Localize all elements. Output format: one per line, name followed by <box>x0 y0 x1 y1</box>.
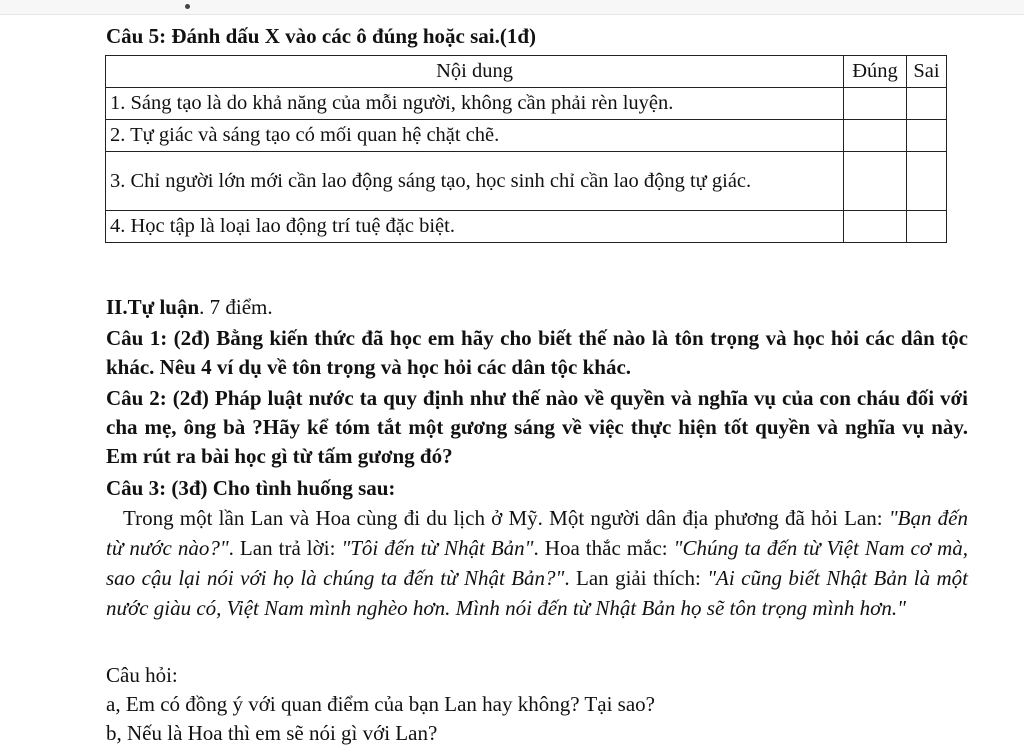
false-checkbox-cell[interactable] <box>907 152 947 211</box>
statement-cell: 4. Học tập là loại lao động trí tuệ đặc biệt. <box>106 211 844 243</box>
essay-question-3: Câu 3: (3đ) Cho tình huống sau: <box>106 476 396 500</box>
question-5-title: Câu 5: Đánh dấu X vào các ô đúng hoặc sai.(1đ) <box>106 24 536 48</box>
questions-label: Câu hỏi: <box>106 663 178 687</box>
essay-heading-rest: . 7 điểm. <box>199 295 273 319</box>
table-row <box>106 211 947 243</box>
statement-cell: 3. Chỉ người lớn mới cần lao động sáng tạo, học sinh chỉ cần lao động tự giác. <box>106 152 844 211</box>
story-text: . Lan trả lời: <box>228 536 342 560</box>
false-checkbox-cell[interactable] <box>907 120 947 152</box>
situation-story <box>106 503 968 623</box>
header-true: Đúng <box>844 56 907 88</box>
header-false: Sai <box>907 56 947 88</box>
true-checkbox-cell[interactable] <box>844 120 907 152</box>
story-text: Trong một lần Lan và Hoa cùng đi du lịch ở Mỹ. Một người dân địa phương đã hỏi Lan: <box>123 506 889 530</box>
table-row <box>106 152 947 211</box>
sub-question-b: b, Nếu là Hoa thì em sẽ nói gì với Lan? <box>106 721 438 745</box>
story-quote: "Tôi đến từ Nhật Bản" <box>341 536 534 560</box>
story-quote: "Ai cũng biết Nhật Bản là một nước giàu có, Việt Nam mình nghèo hơn. Mình nói đến từ Nhật Bản họ sẽ tôn trọng mình hơn." <box>106 566 968 620</box>
essay-heading-bold: II.Tự luận <box>106 295 200 319</box>
sub-question-a: a, Em có đồng ý với quan điểm của bạn Lan hay không? Tại sao? <box>106 692 655 716</box>
true-checkbox-cell[interactable] <box>844 211 907 243</box>
true-false-table <box>105 55 947 243</box>
table-header-row <box>106 56 947 88</box>
table-row <box>106 88 947 120</box>
table-row <box>106 120 947 152</box>
story-quote: "Bạn đến từ nước nào?" <box>106 506 968 560</box>
statement-cell: 1. Sáng tạo là do khả năng của mỗi người, không cần phải rèn luyện. <box>106 88 844 120</box>
essay-section-heading <box>106 293 273 322</box>
story-quote: "Chúng ta đến từ Việt Nam cơ mà, sao cậu lại nói với họ là chúng ta đến từ Nhật Bản?" <box>106 536 969 590</box>
false-checkbox-cell[interactable] <box>907 88 947 120</box>
story-text: . Hoa thắc mắc: <box>533 536 674 560</box>
statement-cell: 2. Tự giác và sáng tạo có mối quan hệ chặt chẽ. <box>106 120 844 152</box>
true-checkbox-cell[interactable] <box>844 152 907 211</box>
false-checkbox-cell[interactable] <box>907 211 947 243</box>
true-checkbox-cell[interactable] <box>844 88 907 120</box>
story-text: . Lan giải thích: <box>564 566 708 590</box>
header-content: Nội dung <box>106 56 844 88</box>
essay-question-2: Câu 2: (2đ) Pháp luật nước ta quy định như thế nào về quyền và nghĩa vụ của con cháu đối với cha mẹ, ông bà ?Hãy kể tóm tắt một gương sáng về việc thực hiện tốt quyền và nghĩa vụ này. Em rút ra bài học gì từ tấm gương đó? <box>106 386 968 468</box>
essay-question-1: Câu 1: (2đ) Bằng kiến thức đã học em hãy cho biết thế nào là tôn trọng và học hỏi các dân tộc khác. Nêu 4 ví dụ về tôn trọng và học hỏi các dân tộc khác. <box>106 326 968 379</box>
